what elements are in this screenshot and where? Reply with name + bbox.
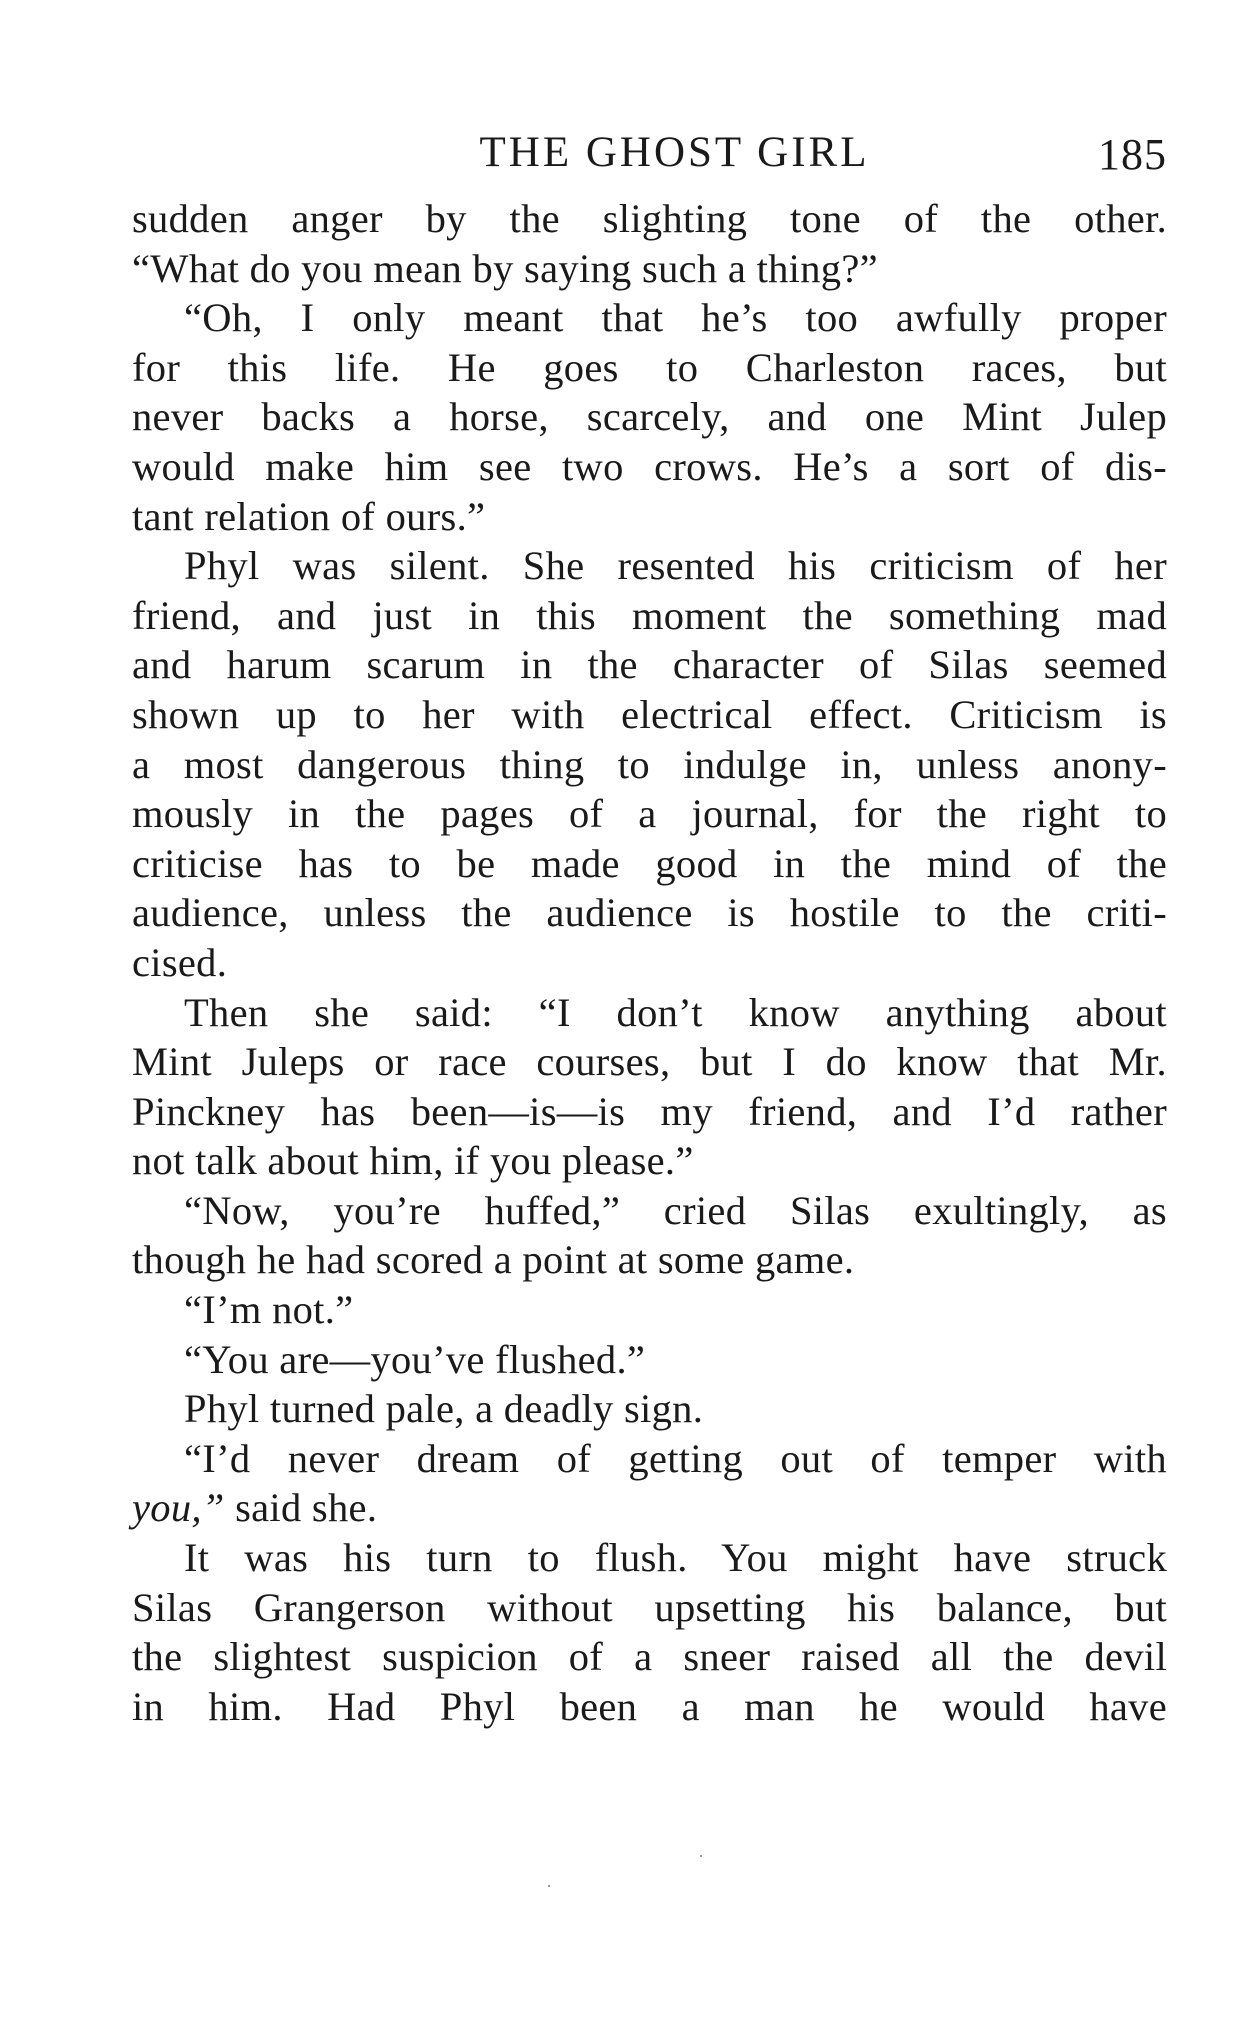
italic-emphasis: you,” — [132, 1485, 225, 1531]
text-line: criticise has to be made good in the mind of the — [132, 840, 1167, 886]
text-line: “What do you mean by saying such a thing?” — [132, 245, 878, 291]
running-title: THE GHOST GIRL — [479, 129, 870, 176]
text-line: Pinckney has been—is—is my friend, and I’d rather — [132, 1088, 1167, 1134]
scan-speck — [548, 1885, 550, 1887]
text-line: for this life. He goes to Charleston races, but — [132, 344, 1167, 390]
book-page — [132, 128, 1167, 1731]
text-line: “You are—you’ve flushed.” — [184, 1336, 646, 1382]
text-line: “Now, you’re huffed,” cried Silas exultingly, as — [184, 1187, 1167, 1233]
text-line: though he had scored a point at some game. — [132, 1237, 855, 1283]
text-line: audience, unless the audience is hostile to the criti- — [132, 890, 1167, 936]
text-line: It was his turn to flush. You might have struck — [184, 1535, 1167, 1581]
text-line — [132, 1483, 1167, 1533]
text-line: sudden anger by the slighting tone of the other. — [132, 196, 1167, 241]
scan-speck — [700, 1855, 702, 1857]
text-line: Phyl turned pale, a deadly sign. — [184, 1386, 704, 1432]
body-text — [132, 194, 1167, 1731]
text-line: shown up to her with electrical effect. Criticism is — [132, 691, 1167, 737]
text-line: never backs a horse, scarcely, and one Mint Julep — [132, 394, 1167, 440]
text-line: Silas Grangerson without upsetting his balance, but — [132, 1584, 1167, 1630]
text-line: Phyl was silent. She resented his criticism of her — [184, 543, 1167, 589]
text-line: would make him see two crows. He’s a sort of dis- — [132, 443, 1167, 489]
text-line: the slightest suspicion of a sneer raised all the devil — [132, 1634, 1167, 1680]
text-line: in him. Had Phyl been a man he would have — [132, 1683, 1167, 1729]
text-line: not talk about him, if you please.” — [132, 1138, 694, 1184]
text-line: “I’d never dream of getting out of temper with — [184, 1435, 1167, 1481]
text-line: a most dangerous thing to indulge in, unless anony- — [132, 741, 1167, 787]
text-line-rest: said she. — [235, 1485, 378, 1531]
text-line: friend, and just in this moment the something mad — [132, 592, 1167, 638]
text-line: Mint Juleps or race courses, but I do know that Mr. — [132, 1039, 1167, 1085]
text-line: “I’m not.” — [184, 1287, 354, 1333]
text-line: Then she said: “I don’t know anything about — [184, 989, 1167, 1035]
text-line: mously in the pages of a journal, for the right to — [132, 791, 1167, 837]
text-line: cised. — [132, 939, 228, 985]
text-line: tant relation of ours.” — [132, 493, 486, 539]
text-line: and harum scarum in the character of Silas seemed — [132, 642, 1167, 688]
text-line: “Oh, I only meant that he’s too awfully proper — [184, 295, 1167, 341]
page-number: 185 — [1098, 130, 1167, 179]
running-head — [132, 128, 1167, 194]
